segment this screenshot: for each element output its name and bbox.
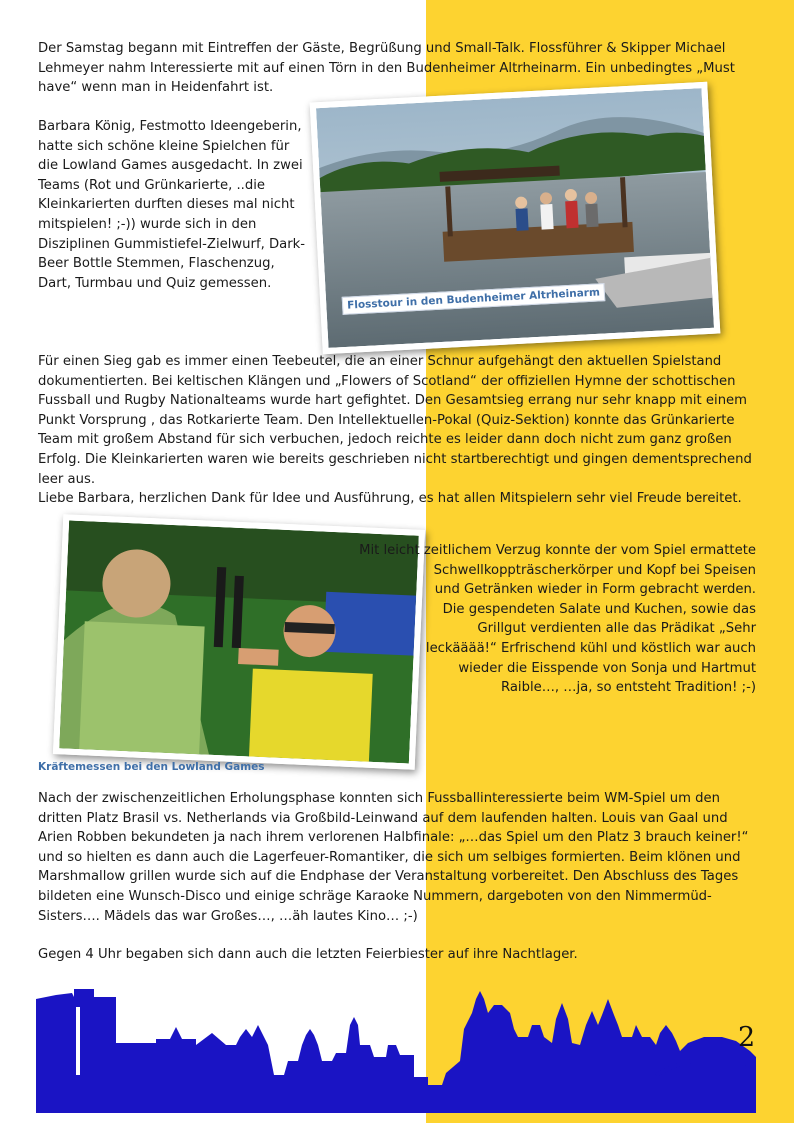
victory-text: Für einen Sieg gab es immer einen Teebeutel, die an einer Schnur aufgehängt den aktuellen Spielstand dokumentierten. Bei keltischen Klängen und „Flowers of Scotland“ der offiziellen Hymne der schottischen Fussball und Rugby Nationalteams wurde hart gefightet. Den Gesamtsieg errang nur sehr knapp mit einem Punkt Vorsprung , das Rotkarierte Team. Den Intellektuellen-Pokal (Quiz-Sektion) konnte das Grünkarierte Team mit großem Abstand für sich verbuchen, jedoch reichte es leider dann doch nicht zum ganz großen Erfolg. Die Kleinkarierten waren wie bereits geschrieben nicht startberechtigt und gingen dementsprechend leer aus. <box>38 354 752 487</box>
grill-paragraph <box>356 541 756 698</box>
thanks-text: Liebe Barbara, herzlichen Dank für Idee und Ausführung, es hat allen Mitspielern sehr viel Freude bereitet. <box>38 491 742 507</box>
grill-line: Grillgut verdienten alle das Prädikat „Sehr <box>477 621 756 637</box>
barbara-paragraph: Barbara König, Festmotto Ideengeberin, hatte sich schöne kleine Spielchen für die Lowland Games ausgedacht. In zwei Teams (Rot und Grünkarierte, ..die Kleinkarierten durften dieses mal nicht mitspielen! ;-)) wurde sich in den Disziplinen Gummistiefel-Zielwurf, Dark-Beer Bottle Stemmen, Flaschenzug, Dart, Turmbau und Quiz gemessen. <box>38 119 306 291</box>
grill-line: und Getränken wieder in Form gebracht werden. <box>434 582 756 598</box>
page-number: 2 <box>738 1022 756 1053</box>
grill-line: Raible…, …ja, so entsteht Tradition! ;-) <box>500 680 756 696</box>
grill-line: leckääää!“ Erfrischend kühl und köstlich war auch <box>425 640 756 656</box>
closing-paragraph: Gegen 4 Uhr begaben sich dann auch die letzten Feierbiester auf ihre Nachtlager. <box>38 947 578 962</box>
intro-paragraph: Der Samstag begann mit Eintreffen der Gäste, Begrüßung und Small-Talk. Flossführer & Skipper Michael Lehmeyer nahm Interessierte mit auf einen Törn in den Budenheimer Altrheinarm. Ein unbedingtes „Must have“ wenn man in Heidenfahrt ist. <box>38 41 735 96</box>
victory-paragraph <box>38 352 758 509</box>
lowland-games-caption: Kräftemessen bei den Lowland Games <box>38 761 265 773</box>
grill-line: wieder die Eisspende von Sonja und Hartmut <box>458 660 756 676</box>
evening-paragraph: Nach der zwischenzeitlichen Erholungsphase konnten sich Fussballinteressierte beim WM-Spiel um den dritten Platz Brasil vs. Netherlands via Großbild-Leinwand auf dem laufenden halten. Louis van Gaal und Arien Robben bekundeten ja nach ihrem verlorenen Halbfinale: „…das Spiel um den Platz 3 brauch keiner!“ und so hielten es dann auch die Lagerfeuer-Romantiker, die sich um selbiges formierten. Beim klönen und Marshmallow grillen wurde sich auf die Endphase der Veranstaltung vorbereitet. Den Abschluss des Tages bildeten eine Wunsch-Disco und einige schräge Karaoke Nummern, dargeboten von den Nimmermüd-Sisters…. Mädels das war Großes…, …äh lautes Kino… ;-) <box>38 791 749 924</box>
grill-line: Mit leicht zeitlichem Verzug konnte der vom Spiel ermattete <box>359 543 756 558</box>
city-skyline-graphic <box>36 985 756 1113</box>
skyline-silhouette <box>36 989 756 1113</box>
grill-line: Die gespendeten Salate und Kuchen, sowie das <box>442 601 756 617</box>
grill-line: Schwellkoppträscherkörper und Kopf bei Speisen <box>433 562 756 578</box>
raft-tour-caption: Flosstour in den Budenheimer Altrheinarm <box>342 283 606 315</box>
